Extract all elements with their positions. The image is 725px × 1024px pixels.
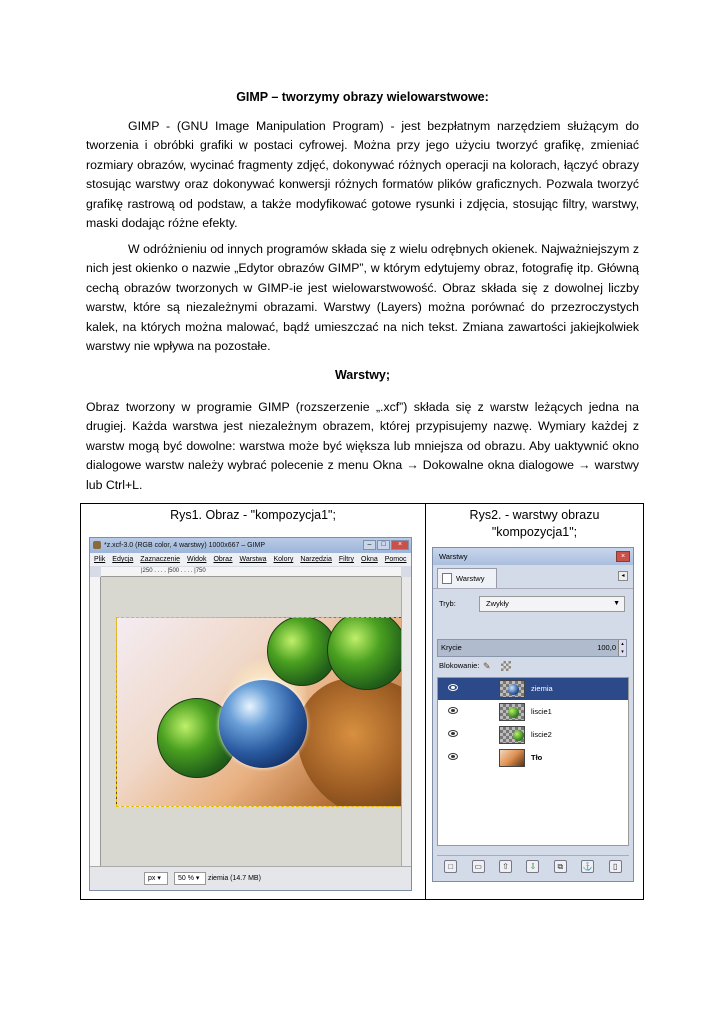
menu-narzedzia: Narzędzia	[300, 556, 332, 563]
window-controls	[363, 540, 409, 550]
eye-icon	[448, 684, 458, 691]
layer-thumbnail	[499, 680, 525, 698]
menu-okna: Okna	[361, 556, 378, 563]
caption-rys1: Rys1. Obraz - "kompozycja1";	[170, 508, 336, 522]
layer-row-ziemia	[438, 678, 628, 700]
eye-icon	[448, 730, 458, 737]
close-icon: ×	[616, 551, 630, 562]
caption-rys2	[426, 504, 643, 541]
unit-select: px ▾	[144, 872, 168, 885]
layer-name: ziemia	[531, 684, 553, 693]
layers-title-bar	[433, 548, 633, 565]
section-title-layers: Warstwy;	[334, 368, 391, 382]
document-title: GIMP – tworzymy obrazy wielowarstwowe:	[236, 90, 489, 104]
gimp-app-icon	[93, 541, 101, 549]
layer-name: liscie1	[531, 707, 552, 716]
vertical-ruler	[90, 577, 101, 866]
image-canvas-area	[101, 577, 401, 866]
rock-formation	[297, 678, 401, 807]
paragraph-layers: Obraz tworzony w programie GIMP (rozszerzenie „.xcf”) składa się z warstw leżących jedna na drugiej. Każda warstwa jest niezależnym obrazem, której przypisujemy nazwę. Wymiary każdej z warstw mogą być dowolne: warstwa może być większa lub mniejsza od obrazu. Aby uaktywnić okno dialogowe warstw należy wybrać polecenie z menu Okna → Dokowalne okna dialogowe → warstwy lub Ctrl+L.	[86, 400, 639, 492]
zoom-select: 50 % ▾	[174, 872, 206, 885]
composition-image	[116, 617, 401, 807]
layers-tab-icon	[442, 573, 452, 584]
layer-name: liscie2	[531, 730, 552, 739]
lock-label: Blokowanie:	[439, 661, 480, 670]
minimize-icon: –	[363, 540, 376, 550]
gimp-window-screenshot	[89, 537, 412, 891]
figure-cell-2	[426, 504, 644, 900]
alpha-lock-icon	[501, 661, 511, 671]
opacity-value: 100,0	[597, 643, 616, 652]
chevron-down-icon: ▼	[613, 600, 620, 607]
close-icon: ×	[391, 540, 409, 550]
gimp-menu-bar	[90, 553, 411, 566]
menu-obraz: Obraz	[213, 556, 233, 563]
paragraph-intro: GIMP - (GNU Image Manipulation Program) - jest bezpłatnym narzędziem służącym do tworzenia i obróbki grafiki w postaci cyfrowej. Można przy jego użyciu tworzyć grafikę, zmieniać rozmiary obrazów, wycinać fragmenty zdjęć, dokonywać różnych operacji na kolorach, łączyć obrazy stosując warstwy oraz dokonywać konwersji różnych formatów plików graficznych. Pozwala tworzyć grafikę rastrową od podstaw, a także modyfikować gotowe rysunki i zdjęcia, stosując filtry, warstwy, maski dodając różne efekty.	[86, 119, 639, 231]
raise-layer-icon: ⇧	[499, 860, 512, 873]
figure-table	[80, 503, 644, 900]
gimp-title-bar	[90, 538, 411, 553]
brush-lock-icon: ✎	[483, 661, 491, 671]
layer-name: Tło	[531, 753, 543, 762]
layers-list	[437, 677, 629, 846]
status-text: ziemia (14.7 MB)	[208, 875, 261, 882]
layer-thumbnail	[499, 703, 525, 721]
paragraph-windows: W odróżnieniu od innych programów składa się z wielu odrębnych okienek. Najważniejszym z nich jest okienko o nazwie „Edytor obrazów GIMP”, w którym edytujemy obraz, fotografię itp. Główną cechą obrazów tworzonych w GIMP-ie jest wielowarstwowość. Obraz składa się z dowolnej liczby warstw, które są niezależnymi obrazami. Warstwy (Layers) można porównać do przezroczystych kalek, na których można malować, bądź umieszczać na nich tekst. Zmiana zawartości jakiejkolwiek warstwy nie wpływa na pozostałe.	[86, 242, 639, 354]
eye-icon	[448, 753, 458, 760]
menu-pomoc: Pomoc	[384, 556, 407, 563]
tab-layers-label: Warstwy	[456, 574, 485, 583]
layers-tab-bar	[433, 565, 633, 589]
menu-warstwa: Warstwa	[239, 556, 267, 563]
caption-rys2-line1: Rys2. - warstwy obrazu	[469, 508, 600, 522]
layer-thumbnail	[499, 749, 525, 767]
tab-layers	[437, 568, 497, 588]
menu-plik: Plik	[94, 556, 106, 563]
layers-dialog-screenshot	[432, 547, 634, 882]
mode-label: Tryb:	[439, 599, 456, 608]
menu-filtry: Filtry	[338, 556, 355, 563]
figure-cell-1	[81, 504, 426, 900]
layers-title: Warstwy	[439, 552, 468, 561]
opacity-label: Krycie	[441, 643, 462, 652]
layer-row-liscie2	[438, 724, 628, 746]
opacity-slider	[437, 639, 627, 657]
gimp-status-bar	[90, 866, 411, 890]
horizontal-ruler: |250 . . . . |500 . . . . |750	[101, 567, 401, 577]
layer-row-tlo	[438, 747, 628, 769]
layer-thumbnail	[499, 726, 525, 744]
mode-select	[479, 596, 625, 612]
menu-zaznaczenie: Zaznaczenie	[140, 556, 180, 563]
new-layer-icon: □	[444, 860, 457, 873]
layers-toolbar	[437, 855, 629, 877]
open-folder-icon: ▭	[472, 860, 485, 873]
gimp-window-title: *z.xcf-3.0 (RGB color, 4 warstwy) 1000x667 – GIMP	[104, 542, 266, 549]
menu-edycja: Edycja	[112, 556, 134, 563]
maximize-icon: □	[377, 540, 390, 550]
lower-layer-icon: ⇩	[526, 860, 539, 873]
eye-icon	[448, 707, 458, 714]
vertical-scrollbar	[401, 577, 411, 866]
spinner-icon: ▴ ▾	[618, 640, 626, 656]
delete-layer-icon: ▯	[609, 860, 622, 873]
duplicate-layer-icon: ⧉	[554, 860, 567, 873]
mode-value: Zwykły	[486, 599, 509, 608]
tab-menu-icon: ◂	[618, 571, 628, 581]
layer-row-liscie1	[438, 701, 628, 723]
anchor-layer-icon: ⚓	[582, 862, 593, 871]
menu-kolory: Kolory	[273, 556, 294, 563]
menu-widok: Widok	[187, 556, 207, 563]
earth-globe	[219, 680, 307, 768]
caption-rys2-line2: "kompozycja1";	[491, 525, 578, 539]
